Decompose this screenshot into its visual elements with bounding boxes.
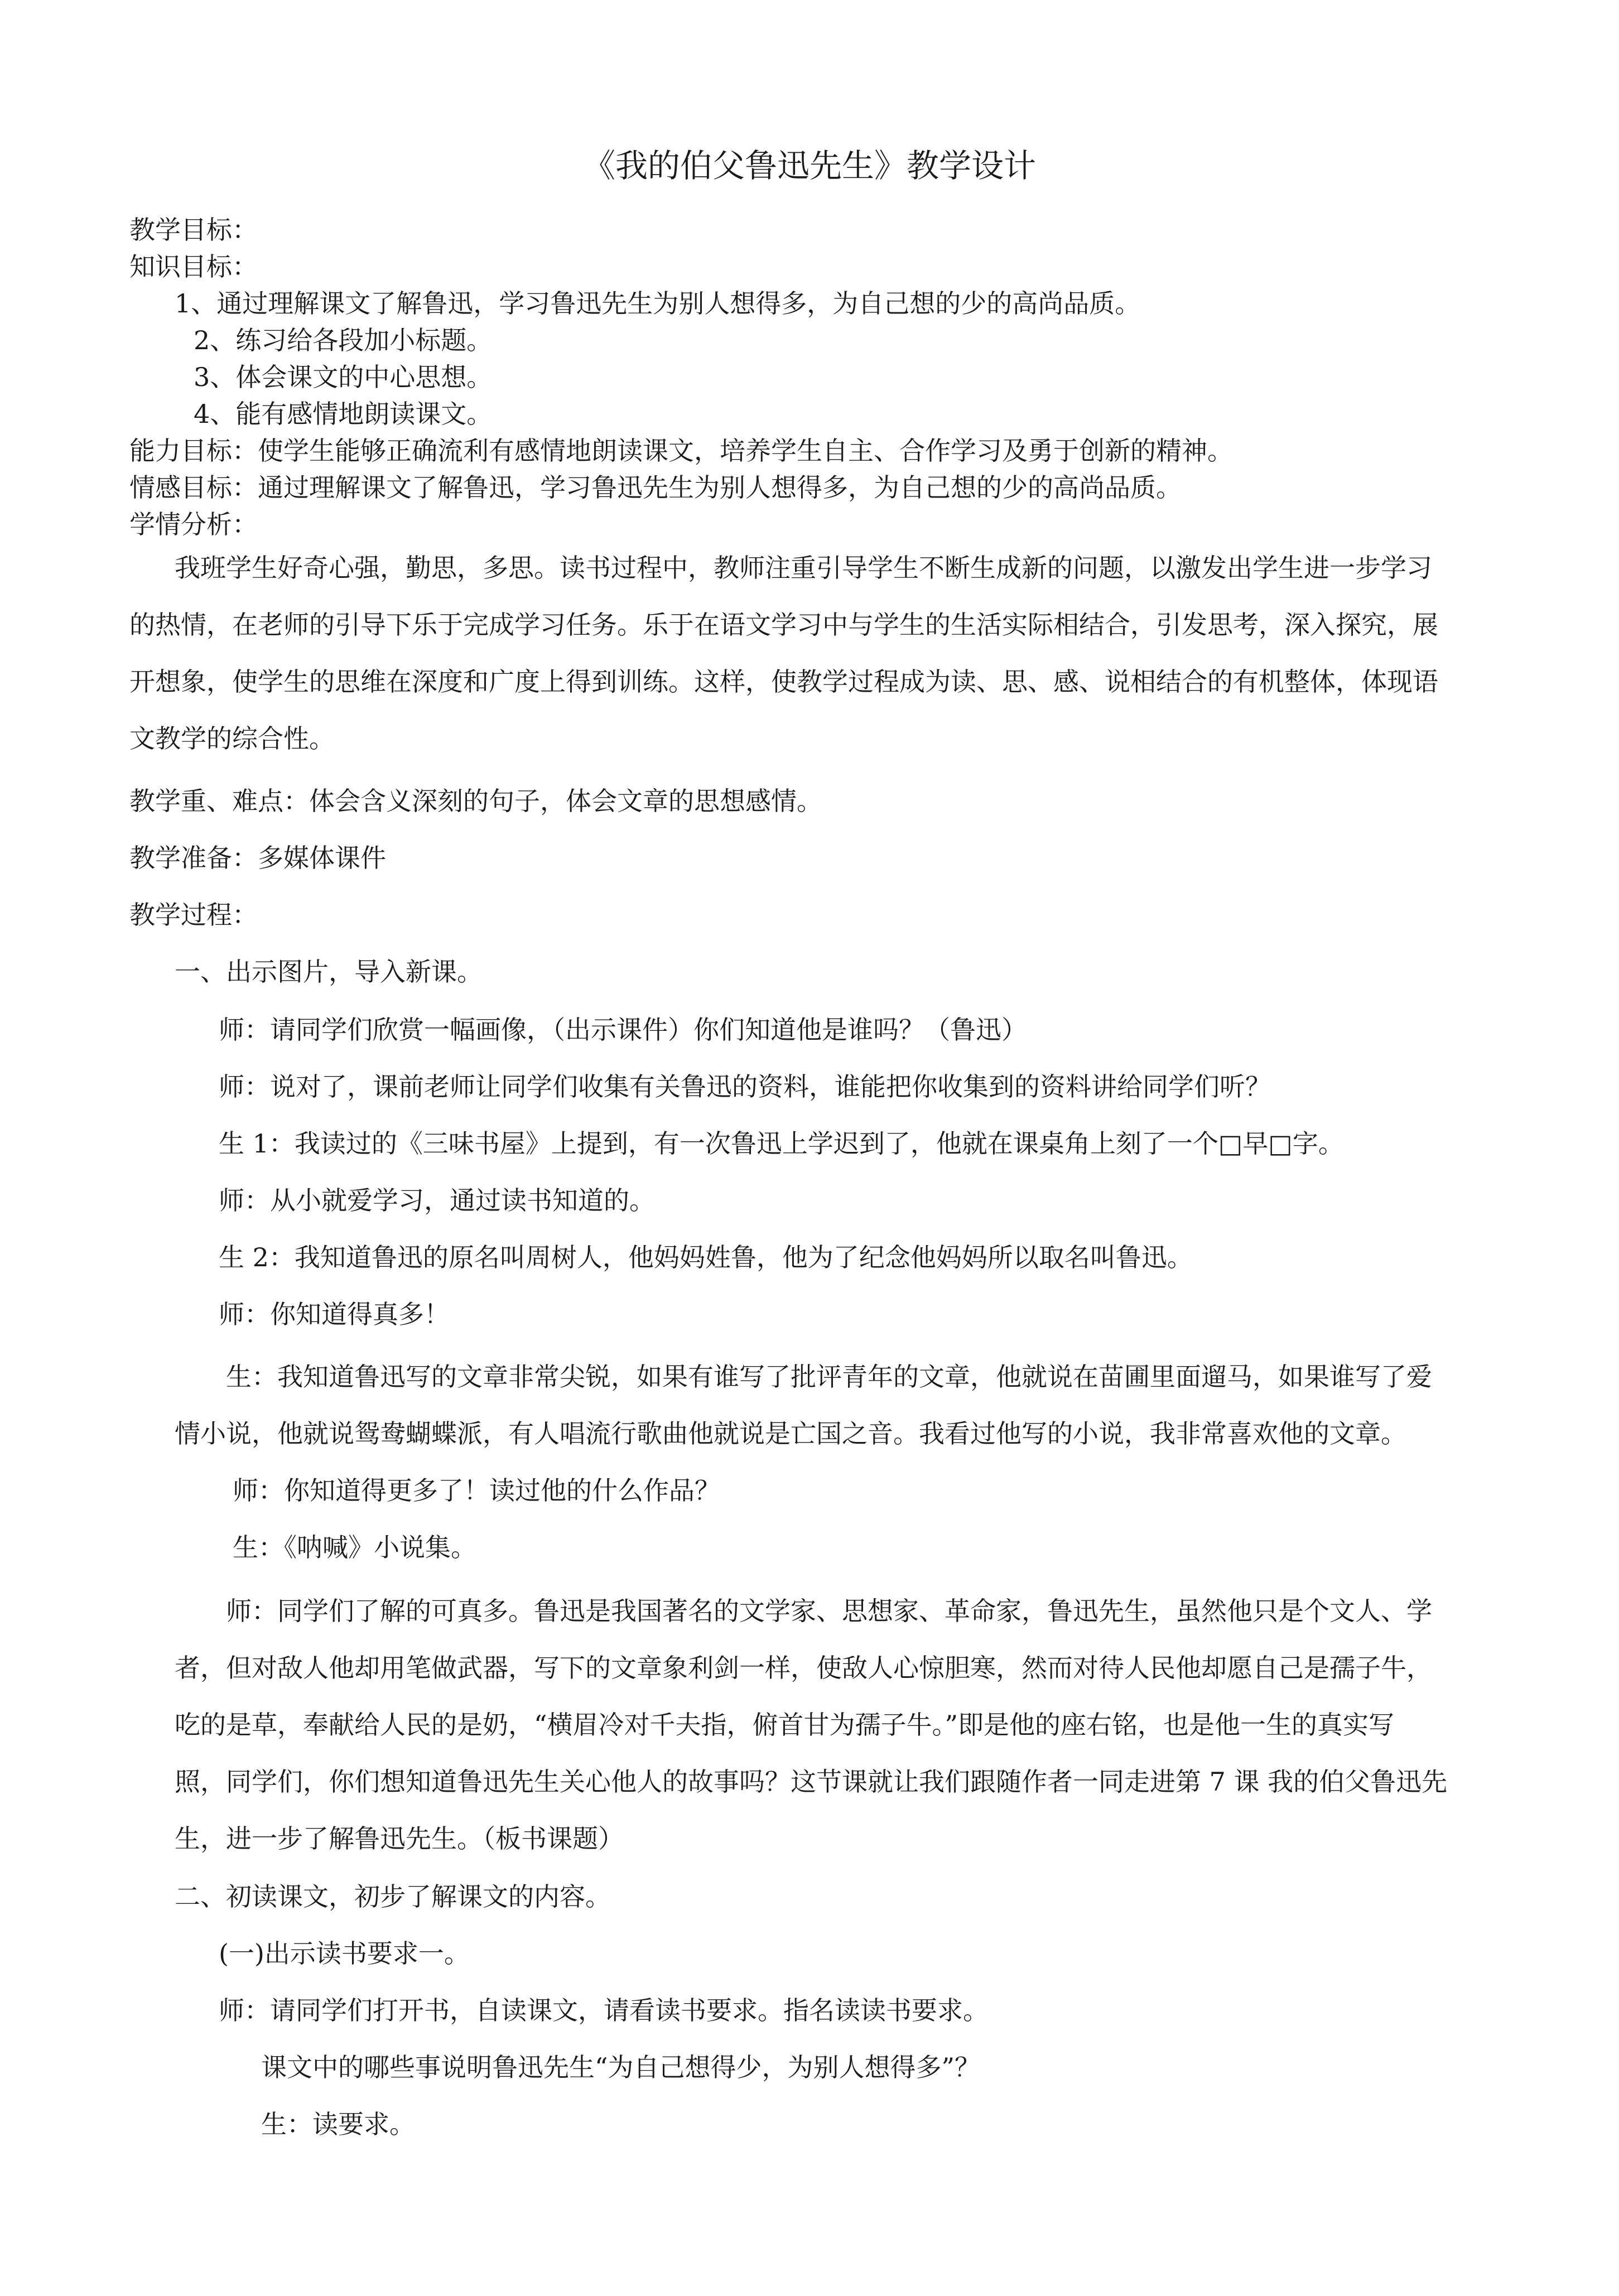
knowledge-item: 3、体会课文的中心思想。	[194, 362, 493, 392]
knowledge-item: 4、能有感情地朗读课文。	[194, 399, 493, 429]
student-analysis-line: 我班学生好奇心强，勤思，多思。读书过程中，教师注重引导学生不断生成新的问题，以激发出学生进一步学习	[175, 553, 1432, 583]
process-heading: 教学过程：	[129, 900, 258, 930]
dialog-line: 师：说对了，课前老师让同学们收集有关鲁迅的资料，谁能把你收集到的资料讲给同学们听？	[219, 1072, 1271, 1102]
subsection-heading: (一)出示读书要求一。	[219, 1938, 470, 1969]
student-analysis-heading: 学情分析：	[129, 509, 258, 539]
knowledge-item: 1、通过理解课文了解鲁迅，学习鲁迅先生为别人想得多，为自己想的少的高尚品质。	[175, 288, 1141, 319]
student-analysis-line: 开想象，使学生的思维在深度和广度上得到训练。这样，使教学过程成为读、思、感、说相结合的有机整体，体现语	[129, 667, 1438, 697]
student-para-line: 情小说，他就说鸳鸯蝴蝶派，有人唱流行歌曲他就说是亡国之音。我看过他写的小说，我非常喜欢他的文章。	[175, 1419, 1406, 1449]
teaching-goals-heading: 教学目标：	[129, 215, 258, 245]
dialog-line: 师：你知道得真多！	[219, 1299, 450, 1329]
dialog-line: 生：读要求。	[261, 2109, 415, 2139]
dialog-line: 生：《呐喊》小说集。	[233, 1532, 476, 1562]
student-analysis-line: 文教学的综合性。	[129, 723, 335, 754]
teacher-para-line: 照，同学们，你们想知道鲁迅先生关心他人的故事吗？这节课就让我们跟随作者一同走进第 7 课 我的伯父鲁迅先	[175, 1767, 1448, 1797]
dialog-line: 生 2：我知道鲁迅的原名叫周树人，他妈妈姓鲁，他为了纪念他妈妈所以取名叫鲁迅。	[219, 1242, 1193, 1272]
section-heading: 一、出示图片，导入新课。	[175, 957, 483, 987]
knowledge-item: 2、练习给各段加小标题。	[194, 325, 493, 355]
student-para-line: 生：我知道鲁迅写的文章非常尖锐，如果有谁写了批评青年的文章，他就说在苗圃里面遛马，如果谁写了爱	[226, 1362, 1432, 1392]
knowledge-goals-heading: 知识目标：	[129, 252, 258, 282]
section-heading: 二、初读课文，初步了解课文的内容。	[175, 1882, 611, 1912]
preparation: 教学准备：多媒体课件	[129, 843, 386, 873]
dialog-line: 师：从小就爱学习，通过读书知道的。	[219, 1185, 655, 1215]
dialog-line: 师：请同学们打开书，自读课文，请看读书要求。指名读读书要求。	[219, 1995, 989, 2025]
key-points: 教学重、难点：体会含义深刻的句子，体会文章的思想感情。	[129, 786, 822, 816]
ability-goal: 能力目标：使学生能够正确流利有感情地朗读课文，培养学生自主、合作学习及勇于创新的精神。	[129, 436, 1233, 466]
dialog-line: 生 1：我读过的《三味书屋》上提到，有一次鲁迅上学迟到了，他就在课桌角上刻了一个□早□字。	[219, 1128, 1344, 1159]
teacher-para-line: 生，进一步了解鲁迅先生。（板书课题）	[175, 1824, 624, 1854]
teacher-para-line: 吃的是草，奉献给人民的是奶，“横眉冷对千夫指，俯首甘为孺子牛。”即是他的座右铭，也是他一生的真实写	[175, 1710, 1395, 1740]
dialog-line: 师：请同学们欣赏一幅画像，（出示课件）你们知道他是谁吗？（鲁迅）	[219, 1015, 1027, 1045]
emotion-goal: 情感目标：通过理解课文了解鲁迅，学习鲁迅先生为别人想得多，为自己想的少的高尚品质。	[129, 472, 1182, 503]
teacher-para-line: 师：同学们了解的可真多。鲁迅是我国著名的文学家、思想家、革命家，鲁迅先生，虽然他只是个文人、学	[226, 1596, 1432, 1626]
teacher-para-line: 者，但对敌人他却用笔做武器，写下的文章象利剑一样，使敌人心惊胆寒，然而对待人民他却愿自己是孺子牛，	[175, 1653, 1432, 1683]
reading-requirement: 课文中的哪些事说明鲁迅先生“为自己想得少，为别人想得多”？	[261, 2052, 981, 2082]
page-title: 《我的伯父鲁迅先生》教学设计	[582, 147, 1036, 185]
dialog-line: 师：你知道得更多了！读过他的什么作品？	[233, 1475, 720, 1506]
student-analysis-line: 的热情，在老师的引导下乐于完成学习任务。乐于在语文学习中与学生的生活实际相结合，引发思考，深入探究，展	[129, 610, 1438, 640]
